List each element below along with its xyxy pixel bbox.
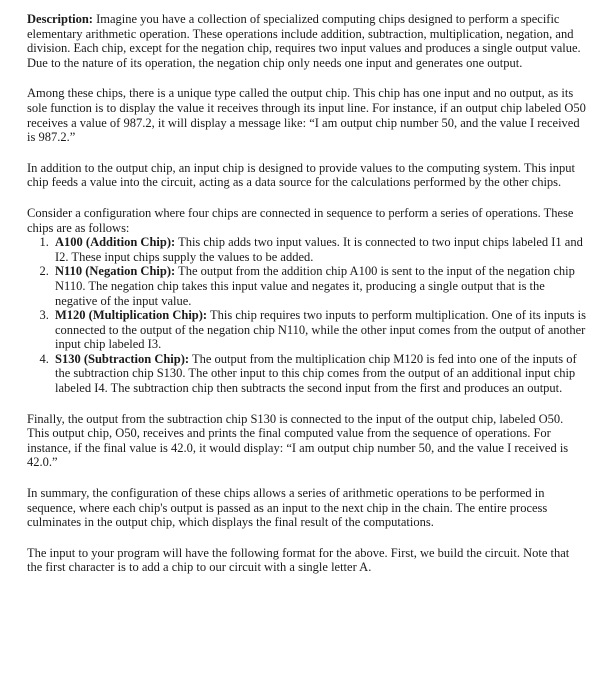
chip-description: The output from the addition chip A100 is sent to the input of the negation chip N110. The negation chip takes this input value and negates it, producing a single output that is the negative of the input value. [55,264,575,308]
chip-title: A100 (Addition Chip): [55,235,176,250]
configuration-intro-paragraph: Consider a configuration where four chips are connected in sequence to perform a series of operations. These chips are as follows: [27,205,574,235]
chip-sequence-list [27,235,587,396]
input-chip-paragraph: In addition to the output chip, an input chip is designed to provide values to the computing system. This input chip feeds a value into the circuit, acting as a data source for the calculations performed by the other chips. [27,160,575,190]
output-chip-paragraph: Among these chips, there is a unique type called the output chip. This chip has one input and no output, as its sole function is to display the value it receives through its input line. For instance, if an output chip labeled O50 receives a value of 987.2, it will display a message like: “I am output chip number 50, and the value I received is 987.2.” [27,86,586,145]
chip-title: M120 (Multiplication Chip): [55,308,208,323]
summary-paragraph: In summary, the configuration of these chips allows a series of arithmetic operations to be performed in sequence, where each chip's output is passed as an input to the next chip in the chain. The entire process culminates in the output chip, which displays the final result of the computations. [27,486,548,530]
list-item [52,352,587,396]
problem-statement [27,12,587,575]
description-text: Imagine you have a collection of specialized computing chips designed to perform a specific elementary arithmetic operation. These operations include addition, subtraction, multiplication, negation, and division. Each chip, except for the negation chip, requires two input values and produces a single output value. Due to the nature of its operation, the negation chip only needs one input and generates one output. [27,12,581,70]
list-item [52,235,587,264]
chip-description: This chip requires two inputs to perform multiplication. One of its inputs is connected to the output of the negation chip N110, while the other input comes from the output of another input chip labeled I3. [55,308,586,352]
chip-description: This chip adds two input values. It is connected to two input chips labeled I1 and I2. These input chips supply the values to be added. [55,235,583,264]
chip-title: N110 (Negation Chip): [55,264,176,279]
chip-title: S130 (Subtraction Chip): [55,351,190,366]
description-paragraph [27,12,587,70]
list-item [52,264,587,308]
chip-description: The output from the multiplication chip M120 is fed into one of the inputs of the subtraction chip S130. The other input to this chip comes from the output of an additional input chip labeled I4. The subtraction chip then subtracts the second input from the first and produces an output. [55,351,577,396]
finally-paragraph: Finally, the output from the subtraction chip S130 is connected to the input of the output chip, labeled O50. This output chip, O50, receives and prints the final computed value from the sequence of operations. For instance, if the final value is 42.0, it would display: “I am output chip number 50, and the value I received is 42.0.” [27,411,569,470]
list-item [52,308,587,352]
input-format-paragraph: The input to your program will have the following format for the above. First, we build the circuit. Note that the first character is to add a chip to our circuit with a single letter A. [27,545,570,575]
description-label: Description: [27,12,93,26]
